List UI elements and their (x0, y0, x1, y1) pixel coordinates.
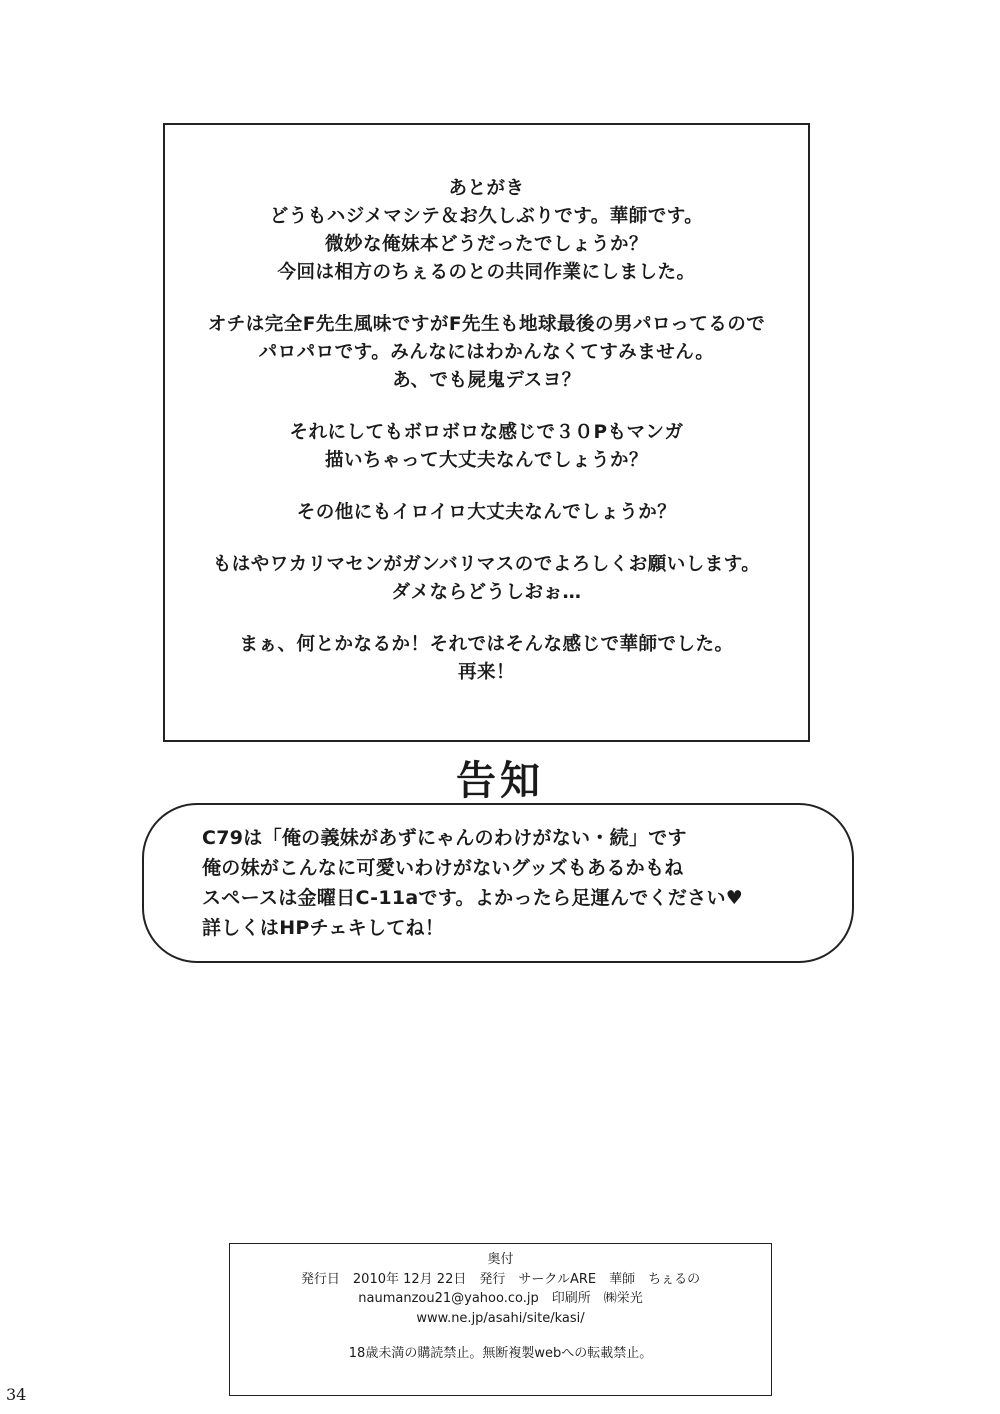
afterword-line: まぁ、何とかなるか！それではそんな感じで華師でした。 (239, 634, 734, 655)
afterword-box (163, 123, 810, 742)
afterword-line: オチは完全F先生風味ですがF先生も地球最後の男パロってるので (207, 314, 766, 335)
colophon-notice: 18歳未満の購読禁止。無断複製webへの転載禁止。 (348, 1346, 653, 1361)
afterword-line: 描いちゃって大丈夫なんでしょうか？ (324, 450, 648, 471)
colophon-box (229, 1243, 772, 1396)
afterword-line: その他にもイロイロ大丈夫なんでしょうか？ (296, 502, 677, 523)
notice-title: 告知 (456, 758, 544, 804)
afterword-line: もはやワカリマセンがガンバリマスのでよろしくお願いします。 (212, 554, 761, 575)
notice-line: C79は「俺の義妹があずにゃんのわけがない・続」です (202, 827, 687, 849)
notice-box (142, 803, 854, 963)
notice-text (202, 823, 743, 943)
page-number: 34 (6, 1385, 27, 1404)
afterword-heading: あとがき (448, 178, 525, 199)
notice-line: スペースは金曜日C-11aです。よかったら足運んでください♥ (202, 887, 744, 909)
afterword-text (165, 175, 808, 687)
afterword-line: ダメならどうしおぉ… (391, 582, 582, 603)
afterword-line: あ、でも屍鬼デスヨ？ (392, 370, 581, 391)
afterword-line: 再来！ (457, 662, 515, 683)
colophon-contact: naumanzou21@yahoo.co.jp 印刷所 ㈱栄光 (358, 1291, 643, 1306)
afterword-line: それにしてもボロボロな感じで３０Pもマンガ (289, 422, 684, 443)
afterword-line: パロパロです。みんなにはわかんなくてすみません。 (258, 342, 715, 363)
afterword-line: 微妙な俺妹本どうだったでしょうか？ (324, 234, 648, 255)
afterword-line: どうもハジメマシテ＆お久しぶりです。華師です。 (269, 206, 704, 227)
colophon-publish-info: 発行日 2010年 12月 22日 発行 サークルARE 華師 ちぇるの (300, 1271, 701, 1287)
colophon-title: 奥付 (487, 1252, 514, 1267)
notice-line: 俺の妹がこんなに可愛いわけがないグッズもあるかもね (202, 857, 684, 879)
afterword-line: 今回は相方のちぇるのとの共同作業にしました。 (277, 262, 696, 283)
notice-line: 詳しくはHPチェキしてね！ (202, 917, 445, 939)
colophon-website: www.ne.jp/asahi/site/kasi/ (416, 1310, 585, 1326)
